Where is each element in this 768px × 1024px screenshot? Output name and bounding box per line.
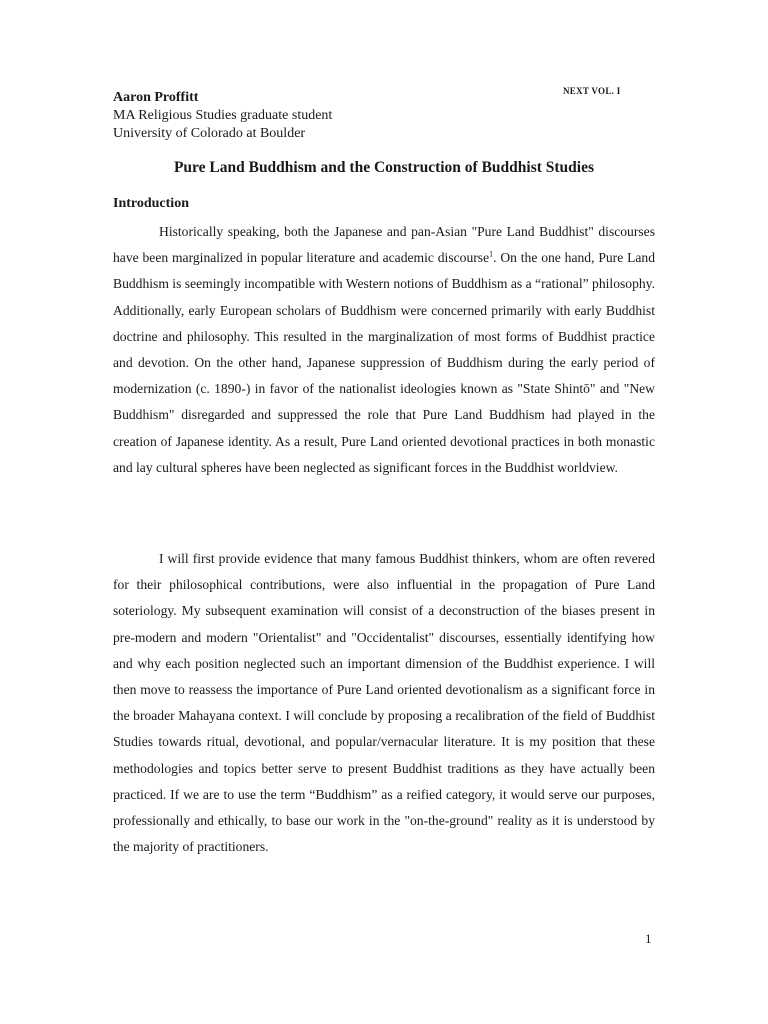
footnote-reference[interactable]: 1 [489, 249, 494, 259]
page-number: 1 [645, 931, 652, 946]
author-block [113, 89, 332, 143]
paragraph-text: . On the one hand, Pure Land Buddhism is seemingly incompatible with Western notions of Buddhism as a “rational” philosophy. Additionally, early European scholars of Buddhism were concerned primarily with early Buddhist doctrine and philosophy. This resulted in the marginalization of most forms of Buddhist practice and devotion. On the other hand, Japanese suppression of Buddhism during the early period of modernization (c. 1890-) in favor of the nationalist ideologies known as "State Shintō" and "New Buddhism" disregarded and suppressed the role that Pure Land Buddhism had played in the creation of Japanese identity. As a result, Pure Land oriented devotional practices in both monastic and lay cultural spheres have been neglected as significant forces in the Buddhist worldview. [113, 250, 655, 475]
body-paragraph-1 [113, 219, 655, 481]
series-tag: NEXT VOL. I [563, 86, 621, 96]
paragraph-text: Historically speaking, both the Japanese and pan-Asian "Pure Land Buddhist" discourses have been marginalized in popular literature and academic discourse [113, 224, 655, 266]
author-name: Aaron Proffitt [113, 90, 199, 105]
paper-title: Pure Land Buddhism and the Construction of Buddhist Studies [173, 159, 595, 176]
author-affiliation: University of Colorado at Boulder [113, 126, 306, 141]
body-paragraph-2: I will first provide evidence that many famous Buddhist thinkers, whom are often revered for their philosophical contributions, were also influential in the propagation of Pure Land soteriology. My subsequent examination will consist of a deconstruction of the biases present in pre-modern and modern "Orientalist" and "Occidentalist" discourses, essentially identifying how and why each position neglected such an important dimension of the Buddhist experience. I will then move to reassess the importance of Pure Land oriented devotionalism as a significant force in the broader Mahayana context. I will conclude by proposing a recalibration of the field of Buddhist Studies towards ritual, devotional, and popular/vernacular literature. It is my position that these methodologies and topics better serve to present Buddhist traditions as they have actually been practiced. If we are to use the term “Buddhism” as a reified category, it would serve our purposes, professionally and ethically, to base our work in the "on-the-ground" reality as it is understood by the majority of practitioners. [113, 551, 655, 855]
author-position: MA Religious Studies graduate student [113, 108, 333, 123]
section-heading-introduction: Introduction [113, 196, 189, 211]
